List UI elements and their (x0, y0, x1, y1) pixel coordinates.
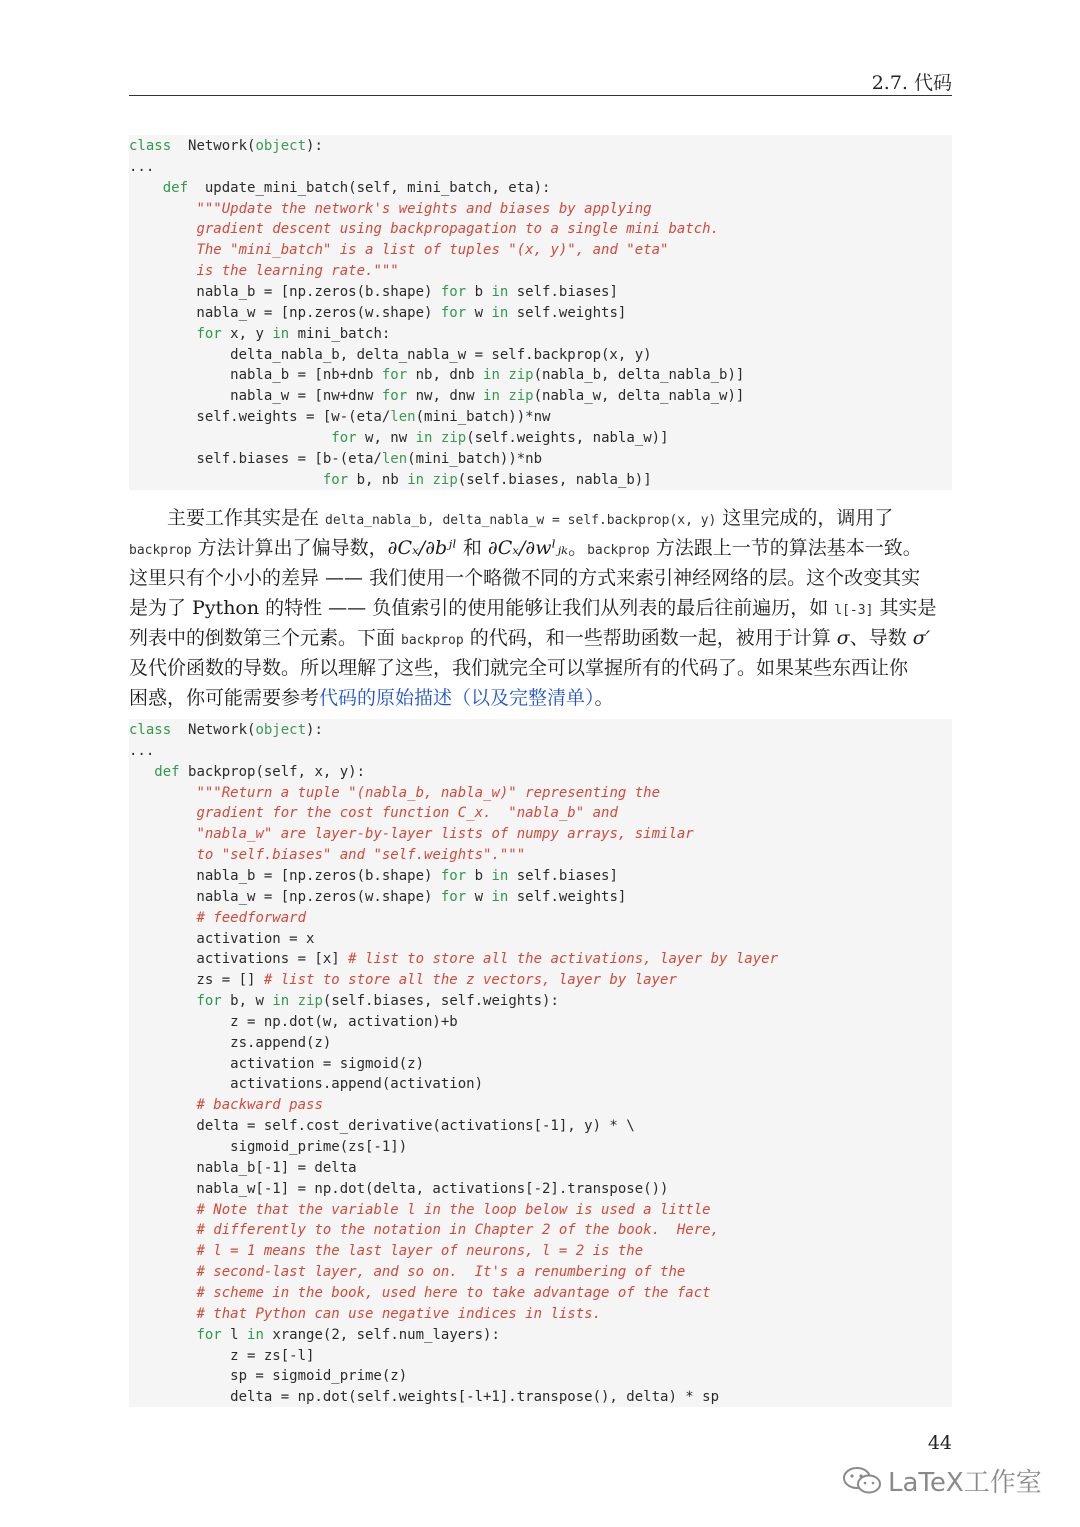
code-builtin: zip (508, 388, 534, 405)
code-text (129, 826, 196, 842)
code-line (129, 1366, 407, 1387)
code-text: ... (129, 742, 155, 759)
paragraph-text: 方法计算出了偏导数， (191, 537, 388, 559)
code-text: (mini_batch))*nw (415, 409, 551, 426)
code-keyword: for (381, 367, 408, 384)
code-keyword: in (491, 283, 509, 300)
code-text: nabla_b = [np.zeros(b.shape) (129, 867, 441, 884)
code-line (129, 303, 626, 324)
math-expression: σ (836, 627, 850, 649)
code-line (129, 1179, 668, 1200)
code-text: nabla_w[-1] = np.dot(delta, activations[-2].transpose()) (129, 1180, 669, 1197)
code-text: nb, dnb (407, 367, 484, 384)
code-text (129, 1264, 196, 1280)
code-text (129, 1243, 196, 1259)
code-comment: # list to store all the z vectors, layer by layer (263, 972, 677, 989)
code-line (129, 345, 652, 366)
paragraph-text: 及代价函数的导数。所以理解了这些，我们就完全可以掌握所有的代码了。如果某些东西让你 (129, 657, 909, 679)
code-text: sp = sigmoid_prime(z) (129, 1368, 408, 1385)
code-keyword: for (196, 1326, 222, 1343)
code-text: backprop(self, x, y): (179, 763, 366, 780)
code-text (129, 326, 196, 342)
code-line (129, 1137, 407, 1158)
code-text: self.weights = [w-(eta/ (129, 409, 391, 426)
code-line (129, 762, 365, 783)
code-text: w, nw (356, 429, 416, 446)
paragraph-line (129, 683, 614, 713)
code-text: nabla_w = [nw+dnw (129, 388, 382, 405)
code-text: xrange(2, self.num_layers): (263, 1326, 500, 1343)
inline-code: l[-3] (834, 603, 874, 618)
code-comment: # second-last layer, and so on. It's a renumbering of the (196, 1264, 686, 1281)
watermark-text: LaTeX工作室 (888, 1468, 1042, 1498)
code-text: sigmoid_prime(zs[-1]) (129, 1139, 408, 1155)
running-head: 2.7. 代码 (871, 72, 952, 94)
code-comment: # Note that the variable l in the loop below is used a little (196, 1201, 711, 1218)
code-line (129, 845, 525, 866)
code-builtin: zip (508, 367, 534, 384)
code-string: gradient descent using backpropagation to a single mini batch. (196, 221, 720, 238)
reference-link[interactable]: 代码的原始描述（以及完整清单） (319, 687, 595, 709)
code-line (129, 449, 542, 470)
paragraph-text: 这里只有个小小的差异 —— 我们使用一个略微不同的方式来索引神经网络的层。这个改变其实 (129, 567, 921, 589)
code-keyword: for (331, 429, 357, 446)
code-text: b, nb (348, 471, 408, 488)
code-text (129, 242, 196, 258)
code-line (129, 824, 694, 845)
code-text: Network( (171, 138, 256, 154)
code-text (129, 472, 323, 488)
code-text: zs.append(z) (129, 1034, 332, 1051)
code-text (129, 263, 196, 279)
code-text (289, 993, 297, 1009)
code-string: gradient for the cost function C_x. "nabla_b" and (196, 805, 618, 822)
code-line (129, 282, 618, 303)
code-text (432, 430, 440, 446)
code-builtin: object (255, 138, 307, 154)
code-text: b (466, 283, 492, 300)
code-line (129, 1033, 331, 1054)
code-keyword: in (491, 888, 509, 905)
code-text: nabla_b = [np.zeros(b.shape) (129, 283, 441, 300)
code-line (129, 324, 390, 345)
inline-code: backprop (129, 543, 192, 558)
code-comment: # l = 1 means the last layer of neurons, l = 2 is the (196, 1243, 644, 1260)
code-text: b, w (221, 993, 273, 1010)
code-text: (self.weights, nabla_w)] (466, 429, 669, 446)
code-line (129, 428, 669, 449)
code-line (129, 1012, 458, 1033)
paragraph-text: 其实是 (873, 597, 937, 619)
code-text: (nabla_w, delta_nabla_w)] (533, 388, 745, 405)
code-text: ... (129, 158, 155, 175)
code-line (129, 407, 550, 428)
code-line (129, 178, 550, 199)
code-keyword: for (322, 471, 349, 488)
code-string: """Update the network's weights and biases by applying (196, 200, 652, 217)
code-string: "nabla_w" are layer-by-layer lists of numpy arrays, similar (196, 826, 694, 843)
code-text: z = np.dot(w, activation)+b (129, 1013, 458, 1030)
code-line (129, 219, 719, 240)
code-line (129, 1220, 719, 1241)
math-expression: σ′ (912, 627, 931, 649)
paragraph-text: 和 (456, 537, 488, 559)
watermark (842, 1462, 1042, 1499)
code-builtin: zip (440, 429, 467, 446)
code-text: (self.biases, self.weights): (322, 993, 559, 1010)
code-text (129, 1285, 196, 1301)
code-line (129, 1158, 357, 1179)
code-line (129, 261, 399, 282)
code-block-update-mini-batch (129, 135, 952, 490)
paragraph-line (129, 533, 922, 563)
code-keyword: in (491, 867, 509, 884)
code-text: activations = [x] (129, 951, 349, 968)
math-expression: ∂Cₓ/∂wˡⱼₖ (487, 537, 569, 559)
code-line (129, 199, 652, 220)
code-text (129, 910, 196, 926)
chat-bubbles-icon (842, 1465, 882, 1497)
code-line (129, 970, 677, 991)
code-keyword: in (247, 1326, 264, 1343)
code-text (129, 847, 196, 863)
code-text: self.weights] (508, 304, 627, 321)
paragraph-text: 困惑，你可能需要参考 (129, 687, 320, 709)
code-text (129, 764, 154, 780)
page-number: 44 (927, 1432, 952, 1454)
code-line (129, 1116, 635, 1137)
code-text: delta = self.cost_derivative(activations[-1], y) * \ (129, 1118, 635, 1135)
code-keyword: for (440, 283, 467, 300)
code-text: b (466, 867, 492, 884)
header-rule (129, 95, 952, 96)
code-text: self.weights] (508, 888, 627, 905)
code-line (129, 949, 778, 970)
code-line (129, 1387, 719, 1408)
code-line (129, 1262, 685, 1283)
code-text: ): (306, 722, 323, 738)
code-text: w (466, 888, 492, 905)
code-keyword: for (440, 867, 467, 884)
code-text (129, 201, 196, 217)
code-keyword: class (129, 138, 172, 154)
code-comment: # list to store all the activations, layer by layer (348, 951, 779, 968)
code-string: is the learning rate.""" (196, 263, 399, 280)
code-text: l (221, 1326, 248, 1343)
code-builtin: zip (297, 993, 323, 1010)
code-line (129, 1200, 711, 1221)
paragraph-text: 。 (568, 537, 588, 559)
code-keyword: def (162, 179, 189, 196)
code-text: self.biases] (508, 283, 618, 300)
code-comment: # backward pass (196, 1097, 323, 1114)
code-line (129, 470, 652, 491)
code-keyword: class (129, 722, 172, 738)
code-line (129, 1095, 323, 1116)
code-text: activation = sigmoid(z) (129, 1055, 425, 1072)
code-text: nabla_b[-1] = delta (129, 1159, 357, 1176)
code-text (129, 430, 331, 446)
paragraph-text: 、导数 (849, 627, 913, 649)
code-line (129, 741, 154, 762)
math-expression: ₓ/∂bʲˡ (412, 537, 457, 559)
code-text: update_mini_batch(self, mini_batch, eta): (188, 179, 551, 196)
code-line (129, 908, 306, 929)
inline-code: delta_nabla_b, delta_nabla_w = self.backprop(x, y) (325, 513, 717, 528)
code-keyword: in (272, 325, 290, 342)
code-text (129, 221, 196, 237)
code-text: (self.biases, nabla_b)] (457, 471, 652, 488)
paragraph-line (129, 593, 936, 623)
code-text (129, 993, 196, 1009)
code-line (129, 240, 668, 261)
code-line (129, 887, 626, 908)
code-keyword: in (483, 367, 500, 384)
inline-code: backprop (587, 543, 650, 558)
code-keyword: in (415, 429, 433, 446)
code-text: nabla_b = [nb+dnb (129, 367, 382, 384)
code-line (129, 720, 323, 741)
code-keyword: in (407, 471, 425, 488)
code-text: activations.append(activation) (129, 1076, 484, 1093)
math-expression: ∂C (387, 537, 413, 559)
code-line (129, 991, 559, 1012)
code-builtin: zip (432, 471, 458, 488)
code-text: (mini_batch))*nb (407, 450, 543, 467)
paragraph-line (129, 563, 920, 593)
code-line (129, 1054, 424, 1075)
code-text: Network( (171, 722, 256, 738)
code-text: zs = [] (129, 972, 264, 989)
code-line (129, 157, 154, 178)
body-paragraph (129, 503, 952, 713)
code-line (129, 365, 744, 386)
code-text: activation = x (129, 930, 315, 947)
code-text (129, 1306, 196, 1322)
code-text: x, y (221, 325, 273, 342)
code-line (129, 803, 618, 824)
code-keyword: for (381, 388, 408, 405)
code-text (129, 180, 163, 196)
code-line (129, 1325, 500, 1346)
code-string: The "mini_batch" is a list of tuples "(x, y)", and "eta" (196, 242, 669, 259)
code-text: self.biases = [b-(eta/ (129, 450, 382, 467)
code-text: delta = np.dot(self.weights[-l+1].transpose(), delta) * sp (129, 1389, 720, 1406)
code-text: self.biases] (508, 867, 618, 884)
code-text: mini_batch: (289, 325, 391, 342)
code-keyword: for (196, 325, 222, 342)
code-comment: # that Python can use negative indices in lists. (196, 1305, 602, 1322)
code-text: w (466, 304, 492, 321)
paragraph-text: 方法跟上一节的算法基本一致。 (649, 537, 922, 559)
code-line (129, 386, 744, 407)
code-text (129, 805, 196, 821)
code-text (129, 1327, 196, 1343)
code-text (129, 1202, 196, 1218)
code-line (129, 783, 660, 804)
code-builtin: len (390, 409, 416, 426)
code-string: """Return a tuple "(nabla_b, nabla_w)" representing the (196, 784, 661, 801)
code-comment: # feedforward (196, 909, 307, 926)
code-text: nabla_w = [np.zeros(w.shape) (129, 304, 441, 321)
code-line (129, 1346, 314, 1367)
code-text: delta_nabla_b, delta_nabla_w = self.backprop(x, y) (129, 346, 652, 363)
paragraph-text: 这里完成的，调用了 (716, 507, 894, 529)
code-string: to "self.biases" and "self.weights".""" (196, 847, 526, 864)
code-line (129, 1074, 483, 1095)
paragraph-line (129, 653, 908, 683)
code-keyword: def (154, 763, 180, 780)
code-line (129, 1283, 711, 1304)
inline-code: backprop (401, 633, 464, 648)
code-text: nabla_w = [np.zeros(w.shape) (129, 888, 441, 905)
code-text: z = zs[-l] (129, 1347, 315, 1364)
code-line (129, 1304, 601, 1325)
code-line (129, 929, 314, 950)
code-keyword: for (196, 993, 222, 1010)
paragraph-line (129, 623, 930, 653)
paragraph-text: 。 (594, 687, 614, 709)
code-comment: # scheme in the book, used here to take advantage of the fact (196, 1284, 711, 1301)
code-keyword: in (483, 388, 500, 405)
code-keyword: for (440, 888, 467, 905)
code-keyword: for (440, 304, 467, 321)
code-text: (nabla_b, delta_nabla_b)] (533, 367, 745, 384)
code-keyword: in (491, 304, 509, 321)
paragraph-text: 的代码，和一些帮助函数一起，被用于计算 (463, 627, 837, 649)
code-block-backprop (129, 719, 952, 1407)
paragraph-text: 列表中的倒数第三个元素。下面 (129, 627, 402, 649)
code-builtin: len (381, 450, 408, 467)
paragraph-text: 是为了 Python 的特性 —— 负值索引的使用能够让我们从列表的最后往前遍历，如 (129, 597, 835, 619)
code-line (129, 136, 323, 157)
code-comment: # differently to the notation in Chapter 2 of the book. Here, (196, 1222, 720, 1239)
paragraph-text: 主要工作其实是在 (129, 507, 326, 529)
code-builtin: object (255, 722, 307, 738)
code-text (129, 1097, 196, 1113)
paragraph-line (129, 503, 893, 533)
code-keyword: in (272, 993, 290, 1010)
code-text: ): (306, 138, 323, 154)
code-text: nw, dnw (407, 388, 484, 405)
code-text (129, 785, 196, 801)
code-line (129, 866, 618, 887)
code-text (129, 1222, 196, 1238)
code-line (129, 1241, 643, 1262)
